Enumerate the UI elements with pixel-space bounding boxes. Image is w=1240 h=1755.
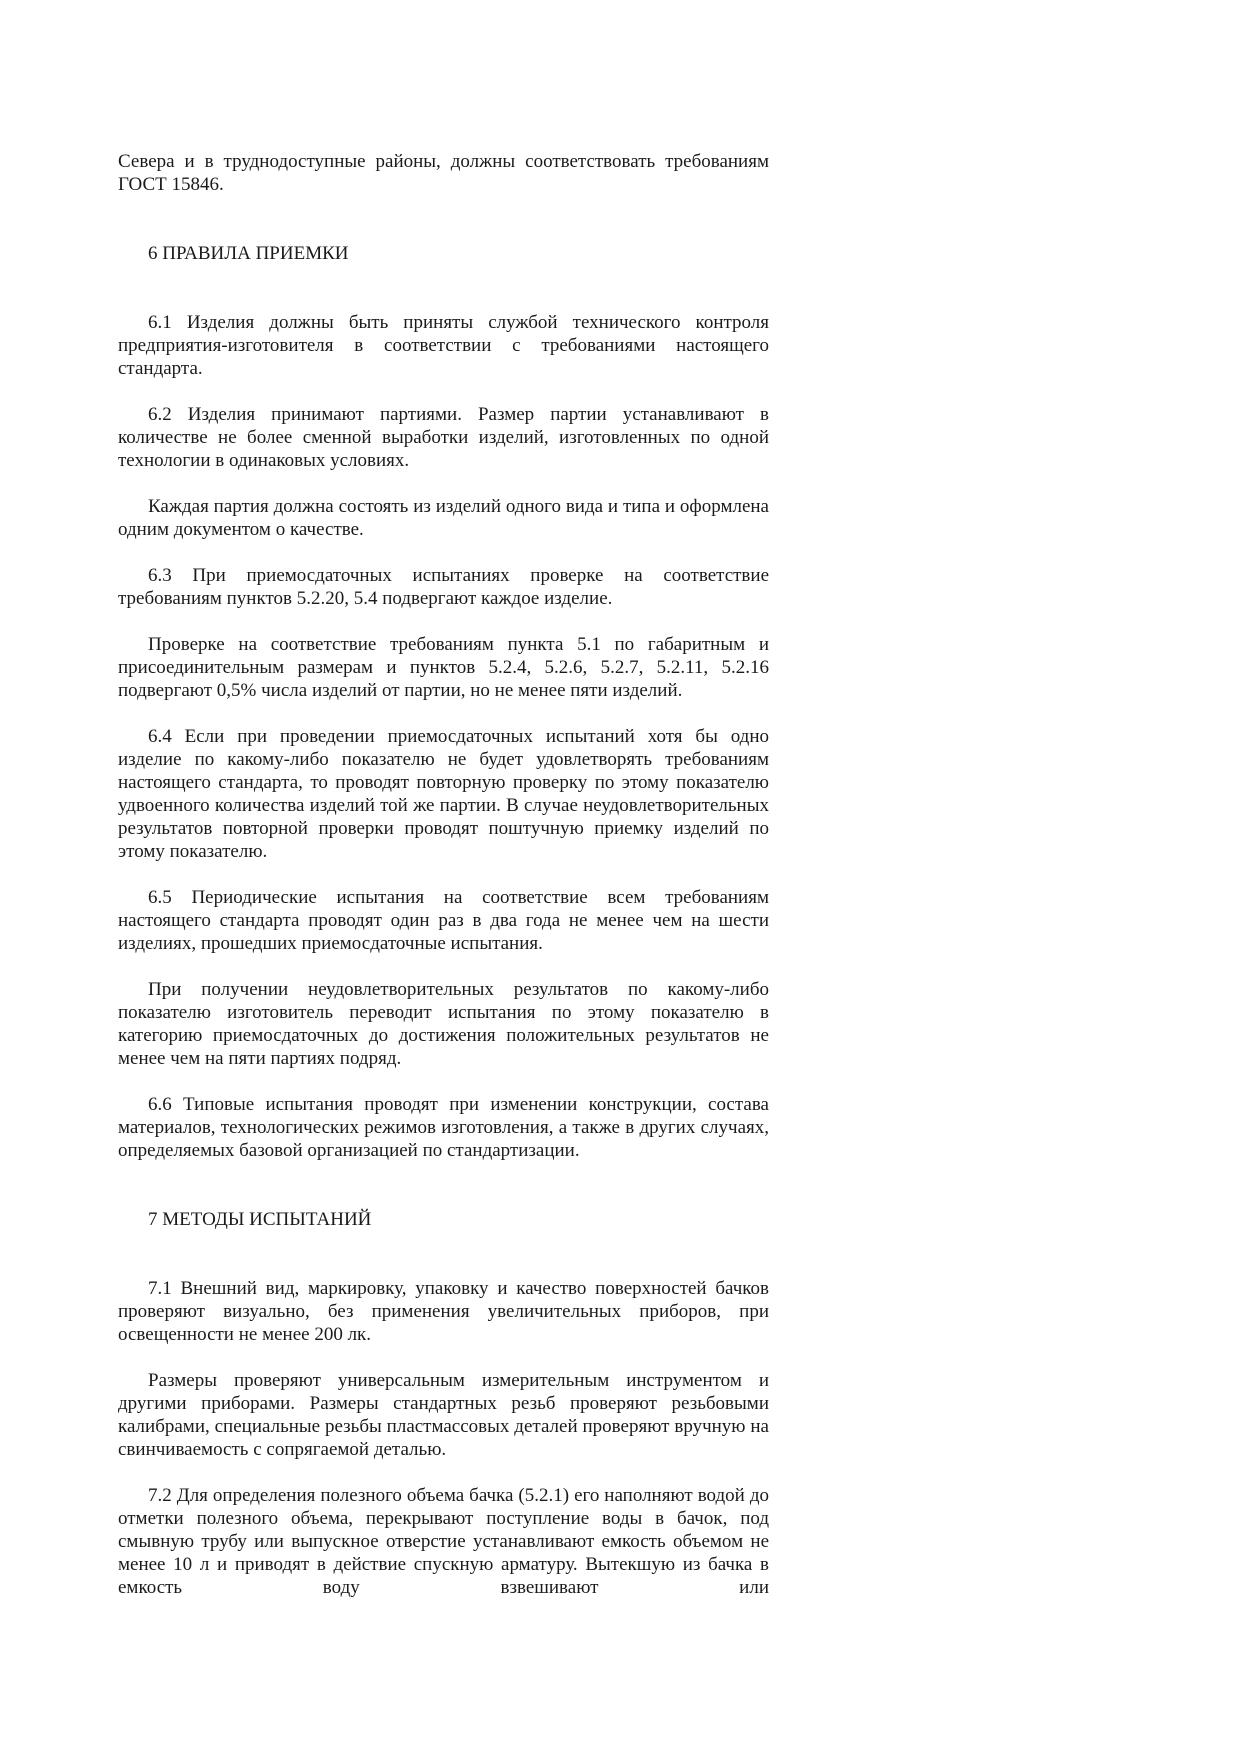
paragraph-7-1: 7.1 Внешний вид, маркировку, упаковку и качество поверхностей бачков проверяют визуально, без применения увеличительных приборов, при освещенности не менее 200 лк.: [118, 1278, 769, 1345]
paragraph-6-2-lot: Каждая партия должна состоять из изделий одного вида и типа и оформлена одним документом о качестве.: [118, 496, 769, 540]
paragraph-7-1-dimensions: Размеры проверяют универсальным измерительным инструментом и другими приборами. Размеры стандартных резьб проверяют резьбовыми калибрами, специальные резьбы пластмассовых деталей проверяют вручную на свинчиваемость с сопрягаемой деталью.: [118, 1370, 769, 1460]
document-page: [118, 150, 769, 1599]
section-6-heading-block: [118, 242, 769, 265]
paragraph-7-2: 7.2 Для определения полезного объема бачка (5.2.1) его наполняют водой до отметки полезного объема, перекрывают поступление воды в бачок, под смывную трубу или выпускное отверстие устанавливают емкость объемом не менее 10 л и приводят в действие спускную арматуру. Вытекшую из бачка в емкость воду взвешивают или: [118, 1485, 769, 1598]
section-7-heading-block: [118, 1208, 769, 1231]
continuation-paragraph: Севера и в труднодоступные районы, должны соответствовать требованиям ГОСТ 15846.: [118, 151, 769, 195]
paragraph-6-1: 6.1 Изделия должны быть приняты службой технического контроля предприятия-изготовителя в соответствии с требованиями настоящего стандарта.: [118, 312, 769, 379]
paragraph-6-5: 6.5 Периодические испытания на соответствие всем требованиям настоящего стандарта проводят один раз в два года не менее чем на шести изделиях, прошедших приемосдаточные испытания.: [118, 887, 769, 954]
paragraph-6-2: 6.2 Изделия принимают партиями. Размер партии устанавливают в количестве не более сменной выработки изделий, изготовленных по одной технологии в одинаковых условиях.: [118, 404, 769, 471]
paragraph-6-4: 6.4 Если при проведении приемосдаточных испытаний хотя бы одно изделие по какому-либо показателю не будет удовлетворять требованиям настоящего стандарта, то проводят повторную проверку по этому показателю удвоенного количества изделий той же партии. В случае неудовлетворительных результатов повторной проверки проводят поштучную приемку изделий по этому показателю.: [118, 726, 769, 862]
section-6-heading: 6 ПРАВИЛА ПРИЕМКИ: [148, 243, 349, 264]
paragraph-6-3-dimensions: Проверке на соответствие требованиям пункта 5.1 по габаритным и присоединительным размерам и пунктов 5.2.4, 5.2.6, 5.2.7, 5.2.11, 5.2.16 подвергают 0,5% числа изделий от партии, но не менее пяти изделий.: [118, 634, 769, 701]
paragraph-6-5-results: При получении неудовлетворительных результатов по какому-либо показателю изготовитель переводит испытания по этому показателю в категорию приемосдаточных до достижения положительных результатов не менее чем на пяти партиях подряд.: [118, 979, 769, 1069]
paragraph-6-6: 6.6 Типовые испытания проводят при изменении конструкции, состава материалов, технологических режимов изготовления, а также в других случаях, определяемых базовой организацией по стандартизации.: [118, 1094, 769, 1161]
paragraph-6-3: 6.3 При приемосдаточных испытаниях проверке на соответствие требованиям пунктов 5.2.20, 5.4 подвергают каждое изделие.: [118, 565, 769, 609]
section-7-heading: 7 МЕТОДЫ ИСПЫТАНИЙ: [148, 1209, 372, 1230]
